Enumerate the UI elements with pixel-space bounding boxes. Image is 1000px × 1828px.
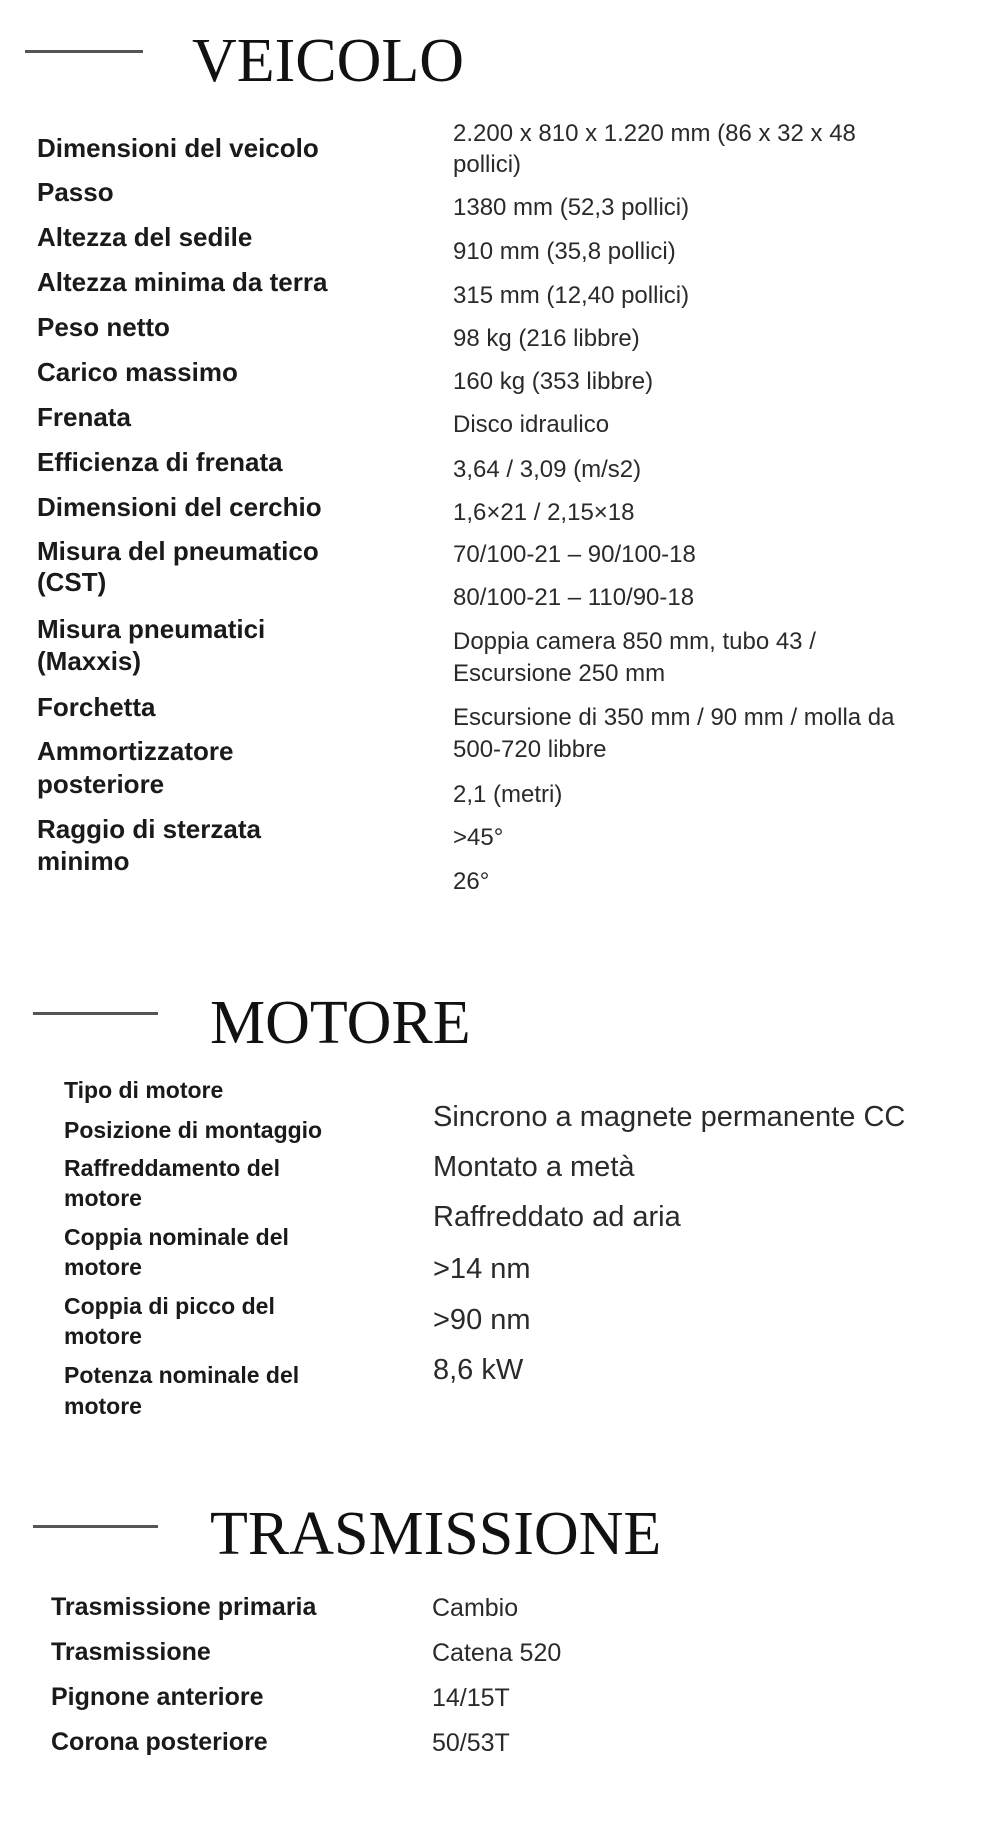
spec-label: Ammortizzatore <box>37 736 234 766</box>
spec-value: >45° <box>453 824 504 851</box>
spec-value: Montato a metà <box>433 1151 635 1183</box>
spec-label: Posizione di montaggio <box>64 1117 323 1143</box>
spec-value: 160 kg (353 libbre) <box>453 368 654 395</box>
spec-value: 315 mm (12,40 pollici) <box>453 282 690 309</box>
spec-value: 80/100-21 – 110/90-18 <box>453 584 695 611</box>
spec-value: 3,64 / 3,09 (m/s2) <box>453 456 642 483</box>
spec-label: Coppia di picco del <box>64 1293 275 1319</box>
spec-value: 1380 mm (52,3 pollici) <box>453 194 690 221</box>
spec-value: 26° <box>453 868 490 895</box>
section-title: MOTORE <box>210 989 471 1057</box>
spec-label: (Maxxis) <box>37 646 142 676</box>
spec-value: Escursione 250 mm <box>453 660 666 687</box>
heading-rule <box>25 50 143 53</box>
spec-label: posteriore <box>37 769 165 799</box>
spec-label: Trasmissione primaria <box>51 1593 317 1621</box>
spec-value: 50/53T <box>432 1729 510 1757</box>
spec-label: Altezza minima da terra <box>37 267 328 297</box>
spec-label: Frenata <box>37 402 131 432</box>
spec-value: 70/100-21 – 90/100-18 <box>453 541 696 568</box>
spec-label: motore <box>64 1323 142 1349</box>
spec-value: 910 mm (35,8 pollici) <box>453 238 676 265</box>
spec-value: 2.200 x 810 x 1.220 mm (86 x 32 x 48 <box>453 120 856 147</box>
spec-value: 500-720 libbre <box>453 736 607 763</box>
spec-value: 8,6 kW <box>433 1354 524 1386</box>
spec-label: Raggio di sterzata <box>37 814 261 844</box>
spec-label: Potenza nominale del <box>64 1362 300 1388</box>
spec-value: 14/15T <box>432 1684 510 1712</box>
spec-label: minimo <box>37 846 130 876</box>
spec-label: Efficienza di frenata <box>37 447 283 477</box>
spec-value: >90 nm <box>433 1304 531 1336</box>
spec-value: pollici) <box>453 151 522 178</box>
spec-value: 2,1 (metri) <box>453 781 563 808</box>
spec-label: motore <box>64 1393 142 1419</box>
spec-label: (CST) <box>37 567 107 597</box>
spec-label: Pignone anteriore <box>51 1683 264 1711</box>
spec-label: Coppia nominale del <box>64 1224 289 1250</box>
spec-value: Doppia camera 850 mm, tubo 43 / <box>453 628 816 655</box>
heading-rule <box>33 1012 158 1015</box>
spec-label: Peso netto <box>37 312 170 342</box>
spec-value: Sincrono a magnete permanente CC <box>433 1101 906 1133</box>
spec-value: 1,6×21 / 2,15×18 <box>453 499 635 526</box>
spec-label: Dimensioni del veicolo <box>37 133 319 163</box>
spec-value: Raffreddato ad aria <box>433 1201 681 1233</box>
spec-label: Tipo di motore <box>64 1077 224 1103</box>
spec-label: Raffreddamento del <box>64 1155 280 1181</box>
spec-label: motore <box>64 1254 142 1280</box>
spec-label: Forchetta <box>37 692 156 722</box>
section-title: VEICOLO <box>192 27 465 95</box>
spec-label: Carico massimo <box>37 357 238 387</box>
spec-label: Dimensioni del cerchio <box>37 492 322 522</box>
spec-label: Altezza del sedile <box>37 222 253 252</box>
spec-value: Escursione di 350 mm / 90 mm / molla da <box>453 704 895 731</box>
spec-value: Disco idraulico <box>453 411 610 438</box>
spec-value: Catena 520 <box>432 1639 562 1667</box>
spec-value: 98 kg (216 libbre) <box>453 325 640 352</box>
section-title: TRASMISSIONE <box>210 1500 662 1568</box>
spec-label: motore <box>64 1185 142 1211</box>
spec-label: Misura del pneumatico <box>37 536 319 566</box>
heading-rule <box>33 1525 158 1528</box>
spec-value: Cambio <box>432 1594 519 1622</box>
spec-label: Passo <box>37 177 114 207</box>
spec-label: Corona posteriore <box>51 1728 268 1756</box>
spec-label: Misura pneumatici <box>37 614 266 644</box>
spec-label: Trasmissione <box>51 1638 211 1666</box>
spec-value: >14 nm <box>433 1253 531 1285</box>
